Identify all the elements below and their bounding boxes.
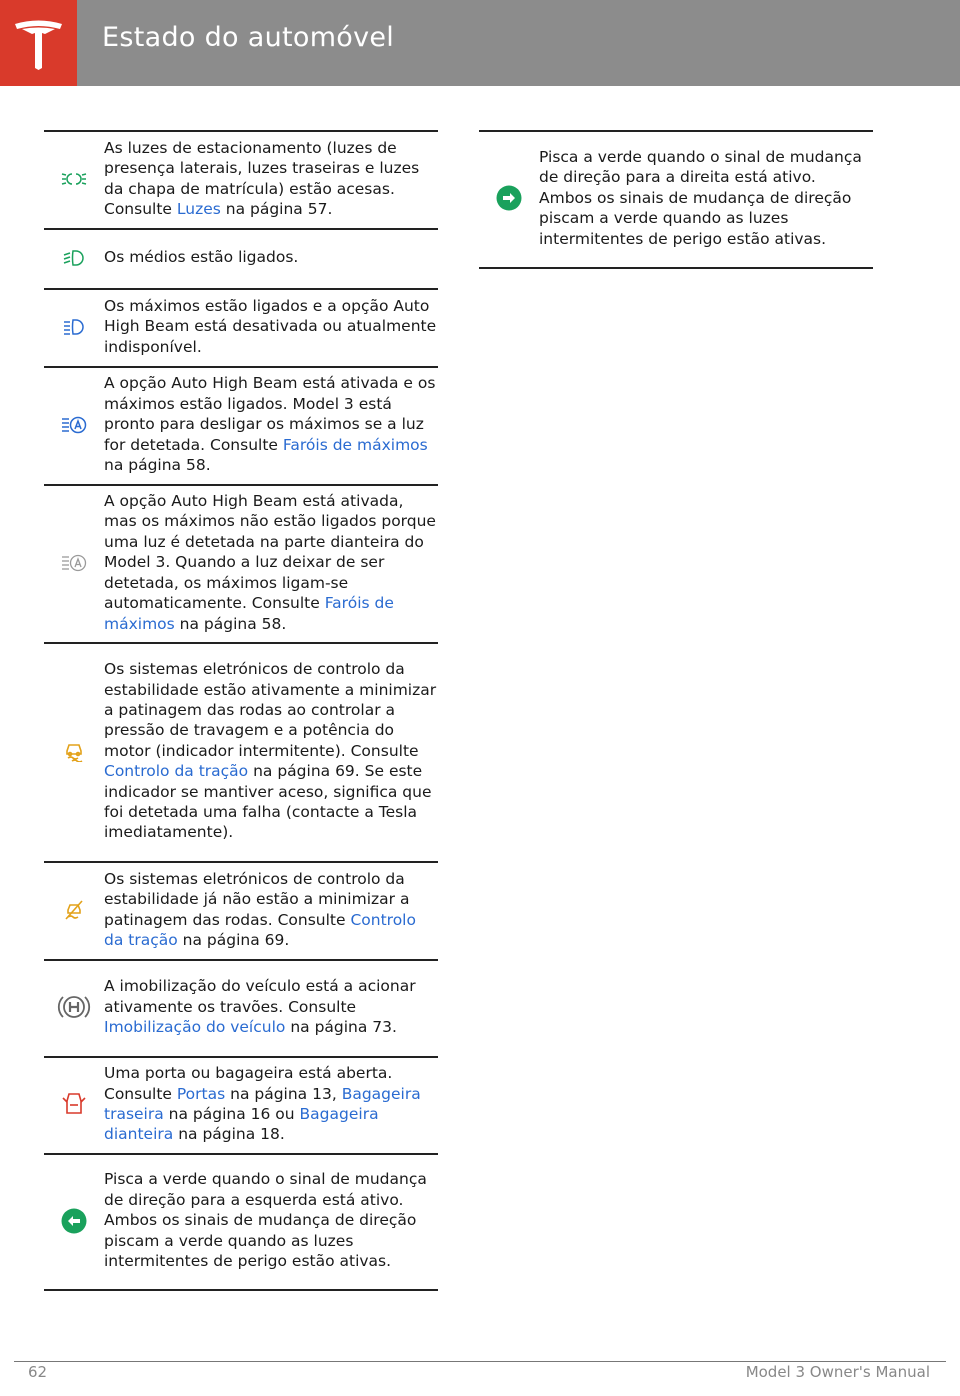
table-row (479, 130, 873, 269)
row-description: Pisca a verde quando o sinal de mudança de direção para a direita está ativo. Ambos os sinais de mudança de direção piscam a verde quando as luzes intermitentes de perigo estão ativas. (539, 147, 862, 248)
brand-logo (0, 0, 77, 86)
door-open-icon (62, 1091, 86, 1117)
row-description: Os sistemas eletrónicos de controlo da estabilidade estão ativamente a minimizar a patinagem das rodas ao controlar a pressão de travagem e a potência do motor (indicador intermitente). Consulte Controlo da tração na página 69. Se este indicador se mantiver aceso, significa que foi detetada uma falha (contacte a Tesla imediatamente). (104, 660, 437, 842)
table-row (44, 1056, 438, 1153)
page-header (0, 0, 960, 86)
link-controlo-da-tracao[interactable]: Controlo da tração (104, 762, 249, 781)
traction-control-off-icon (62, 898, 86, 922)
table-row (44, 959, 438, 1056)
row-description: A opção Auto High Beam está ativada, mas os máximos não estão ligados porque uma luz é detetada na parte dianteira do Model 3. Quando a luz deixar de ser detetada, os máximos ligam-se automaticamente. Consulte Faróis de máximos na página 58. (104, 492, 436, 633)
page-title: Estado do automóvel (102, 22, 395, 53)
left-turn-signal-icon (61, 1208, 87, 1234)
link-imobilizacao-do-veiculo[interactable]: Imobilização do veículo (104, 1018, 286, 1037)
row-description: A opção Auto High Beam está ativada e os máximos estão ligados. Model 3 está pronto para desligar os máximos se a luz for detetada. Consulte Faróis de máximos na página 58. (104, 374, 436, 475)
indicator-table-left (44, 130, 438, 1291)
manual-title: Model 3 Owner's Manual (745, 1363, 930, 1381)
auto-high-beam-off-icon (61, 554, 87, 572)
indicator-table-right (479, 130, 873, 269)
row-description: Uma porta ou bagageira está aberta. Consulte Portas na página 13, Bagageira traseira na página 16 ou Bagageira dianteira na página 18. (104, 1064, 421, 1144)
row-description: Os máximos estão ligados e a opção Auto High Beam está desativada ou atualmente indisponível. (104, 296, 437, 356)
auto-high-beam-on-icon (61, 416, 87, 434)
page-number: 62 (28, 1363, 48, 1381)
parking-lights-icon (61, 171, 87, 187)
table-row (44, 642, 438, 861)
link-bagageira-dianteira[interactable]: Bagageira dianteira (104, 1105, 379, 1144)
table-row (44, 366, 438, 484)
link-luzes[interactable]: Luzes (176, 199, 221, 218)
link-bagageira-traseira[interactable]: Bagageira traseira (104, 1084, 421, 1123)
table-row (44, 130, 438, 228)
row-description: Os sistemas eletrónicos de controlo da estabilidade já não estão a minimizar a patinagem das rodas. Consulte Controlo da tração na página 69. (104, 869, 416, 949)
low-beam-icon (63, 250, 85, 266)
right-turn-signal-icon (496, 185, 522, 211)
high-beam-icon (63, 319, 85, 335)
vehicle-hold-icon (57, 992, 91, 1022)
row-description: A imobilização do veículo está a acionar ativamente os travões. Consulte Imobilização do veículo na página 73. (104, 977, 416, 1037)
footer-divider (14, 1361, 946, 1362)
link-farois-de-maximos[interactable]: Faróis de máximos (104, 594, 394, 633)
traction-control-icon (63, 740, 85, 762)
tesla-logo-icon (12, 18, 65, 70)
table-row (44, 861, 438, 959)
table-row (44, 288, 438, 366)
table-row (44, 228, 438, 288)
table-row (44, 1153, 438, 1291)
row-description: Os médios estão ligados. (104, 248, 299, 267)
row-description: As luzes de estacionamento (luzes de presença laterais, luzes traseiras e luzes da chapa de matrícula) estão acesas. Consulte Luzes na página 57. (104, 138, 420, 218)
row-description: Pisca a verde quando o sinal de mudança de direção para a esquerda está ativo. Ambos os sinais de mudança de direção piscam a verde quando as luzes intermitentes de perigo estão ativas. (104, 1170, 427, 1271)
link-farois-de-maximos[interactable]: Faróis de máximos (282, 435, 428, 454)
link-portas[interactable]: Portas (176, 1084, 226, 1103)
link-controlo-da-tracao[interactable]: Controlo da tração (104, 910, 416, 949)
table-row (44, 484, 438, 642)
